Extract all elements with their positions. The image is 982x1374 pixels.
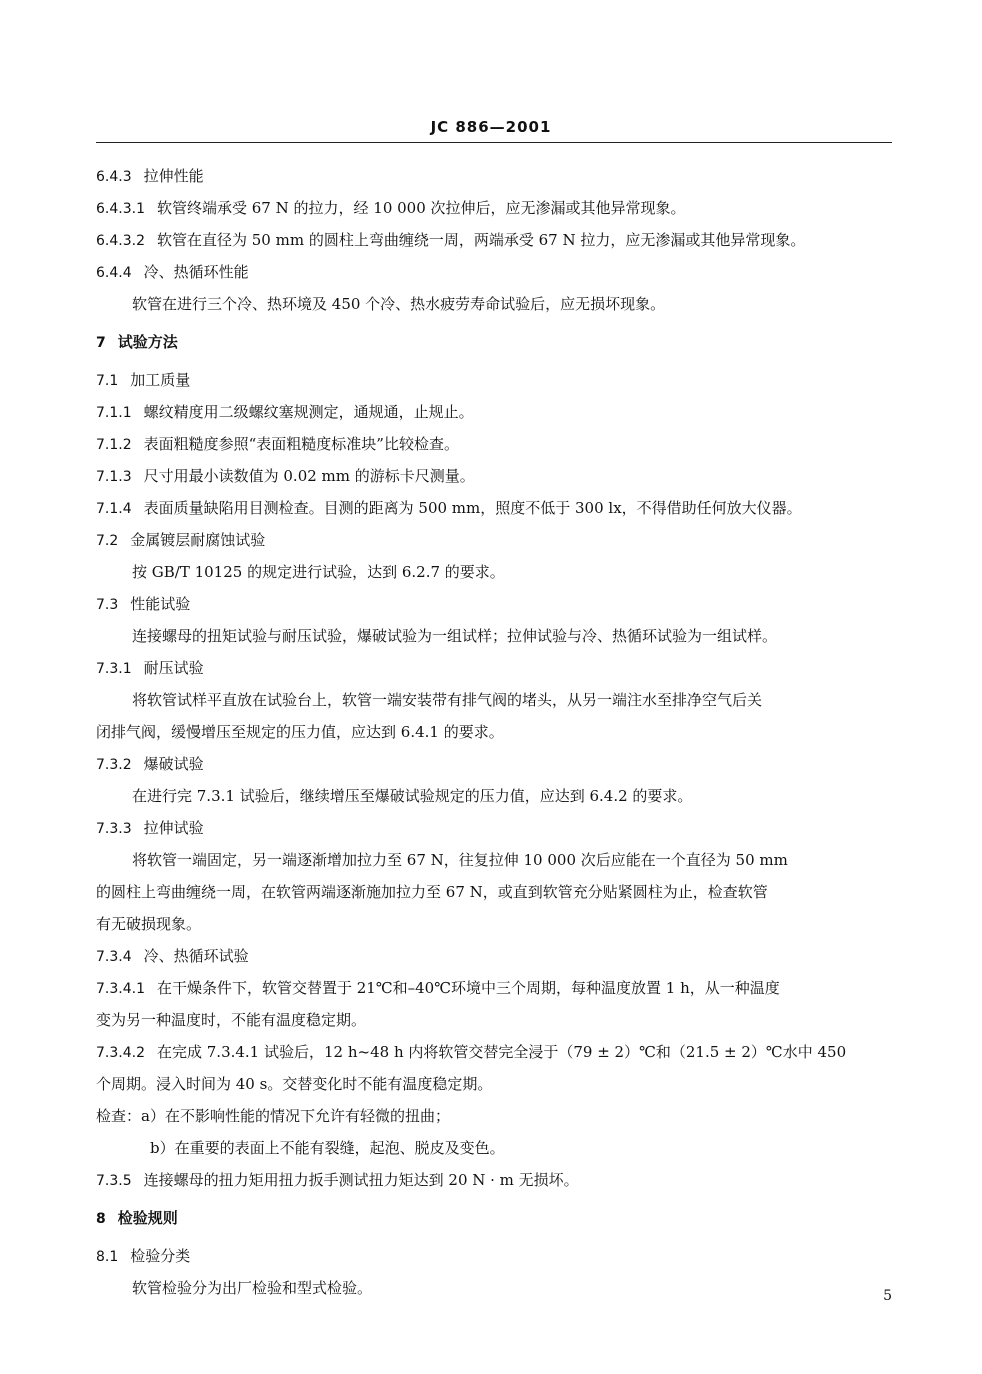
clause-6-4-3-1: 6.4.3.1 软管终端承受 67 N 的拉力，经 10 000 次拉伸后，应无渗漏或其他异常现象。 xyxy=(96,199,686,217)
page-number: 5 xyxy=(883,1288,892,1304)
paragraph-line: 按 GB/T 10125 的规定进行试验，达到 6.2.7 的要求。 xyxy=(132,563,505,581)
paragraph-line: 有无破损现象。 xyxy=(96,915,202,933)
document-body xyxy=(96,160,896,1304)
clause-7-3: 7.3 性能试验 xyxy=(96,595,191,613)
paragraph-line: 个周期。浸入时间为 40 s。交替变化时不能有温度稳定期。 xyxy=(96,1075,493,1093)
paragraph-line: 闭排气阀，缓慢增压至规定的压力值，应达到 6.4.1 的要求。 xyxy=(96,723,504,741)
clause-7-3-4-2: 7.3.4.2 在完成 7.3.4.1 试验后，12 h~48 h 内将软管交替完全浸于（79 ± 2）℃和（21.5 ± 2）℃水中 450 xyxy=(96,1043,847,1061)
clause-7-3-5: 7.3.5 连接螺母的扭力矩用扭力扳手测试扭力矩达到 20 N · m 无损坏。 xyxy=(96,1171,579,1189)
paragraph-line: 在进行完 7.3.1 试验后，继续增压至爆破试验规定的压力值，应达到 6.4.2 的要求。 xyxy=(132,787,693,805)
check-item-a: 检查：a）在不影响性能的情况下允许有轻微的扭曲； xyxy=(96,1107,450,1125)
paragraph-line: 将软管一端固定，另一端逐渐增加拉力至 67 N，往复拉伸 10 000 次后应能在一个直径为 50 mm xyxy=(132,851,788,869)
header-rule xyxy=(96,142,892,143)
paragraph-line: 软管检验分为出厂检验和型式检验。 xyxy=(132,1279,373,1297)
paragraph-line: 变为另一种温度时，不能有温度稳定期。 xyxy=(96,1011,367,1029)
paragraph-line: 的圆柱上弯曲缠绕一周，在软管两端逐渐施加拉力至 67 N，或直到软管充分贴紧圆柱为止，检查软管 xyxy=(96,883,768,901)
paragraph-line: 将软管试样平直放在试验台上，软管一端安装带有排气阀的堵头，从另一端注水至排净空气后关 xyxy=(132,691,763,709)
document-header: JC 886—2001 xyxy=(430,118,552,136)
section-7-heading: 7 试验方法 xyxy=(96,333,178,351)
clause-7-1-4: 7.1.4 表面质量缺陷用目测检查。目测的距离为 500 mm，照度不低于 300 lx，不得借助任何放大仪器。 xyxy=(96,499,802,517)
clause-7-3-4: 7.3.4 冷、热循环试验 xyxy=(96,947,249,965)
clause-6-4-3: 6.4.3 拉伸性能 xyxy=(96,167,204,185)
check-item-b: b）在重要的表面上不能有裂缝，起泡、脱皮及变色。 xyxy=(150,1139,505,1157)
clause-7-3-2: 7.3.2 爆破试验 xyxy=(96,755,204,773)
clause-7-1-3: 7.1.3 尺寸用最小读数值为 0.02 mm 的游标卡尺测量。 xyxy=(96,467,475,485)
paragraph-line: 软管在进行三个冷、热环境及 450 个冷、热水疲劳寿命试验后，应无损坏现象。 xyxy=(132,295,666,313)
section-8-heading: 8 检验规则 xyxy=(96,1209,178,1227)
clause-7-1-1: 7.1.1 螺纹精度用二级螺纹塞规测定，通规通，止规止。 xyxy=(96,403,474,421)
clause-7-1-2: 7.1.2 表面粗糙度参照“表面粗糙度标准块”比较检查。 xyxy=(96,435,459,453)
clause-7-2: 7.2 金属镀层耐腐蚀试验 xyxy=(96,531,266,549)
clause-7-3-1: 7.3.1 耐压试验 xyxy=(96,659,204,677)
paragraph-line: 连接螺母的扭矩试验与耐压试验，爆破试验为一组试样；拉伸试验与冷、热循环试验为一组试样。 xyxy=(132,627,778,645)
clause-7-3-4-1: 7.3.4.1 在干燥条件下，软管交替置于 21℃和–40℃环境中三个周期，每种温度放置 1 h，从一种温度 xyxy=(96,979,780,997)
clause-6-4-4: 6.4.4 冷、热循环性能 xyxy=(96,263,249,281)
clause-6-4-3-2: 6.4.3.2 软管在直径为 50 mm 的圆柱上弯曲缠绕一周，两端承受 67 N 拉力，应无渗漏或其他异常现象。 xyxy=(96,231,806,249)
clause-7-3-3: 7.3.3 拉伸试验 xyxy=(96,819,204,837)
clause-7-1: 7.1 加工质量 xyxy=(96,371,191,389)
clause-8-1: 8.1 检验分类 xyxy=(96,1247,191,1265)
